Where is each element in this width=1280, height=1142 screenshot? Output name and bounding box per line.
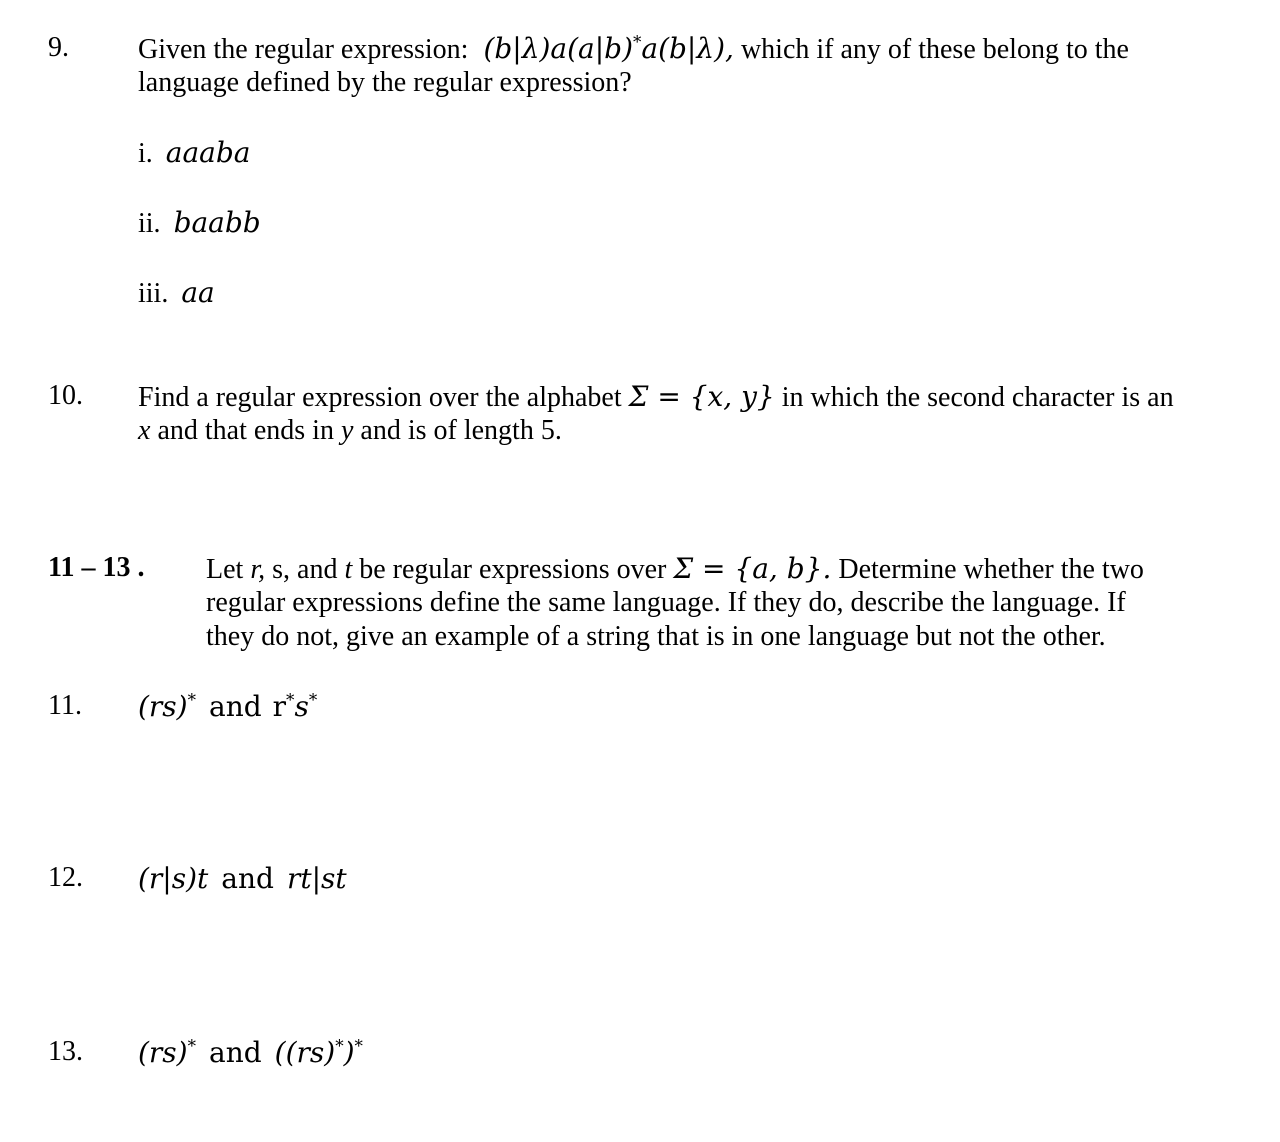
- q13-expression: (rs)* and ((rs)*)*: [138, 1035, 363, 1069]
- q12-expression: (r|s)t and rt|st: [138, 862, 347, 895]
- q11-13-line1: Let r, s, and t be regular expressions over Σ = {a, b}. Determine whether the two: [206, 552, 1144, 585]
- q9-line1: [138, 32, 1129, 67]
- q10-line2: x and that ends in y and is of length 5.: [138, 415, 562, 446]
- q12-number: 12.: [48, 862, 83, 893]
- q10-alphabet: Σ = {x, y}: [628, 380, 775, 413]
- q9-option-iii: iii. aa: [138, 276, 215, 309]
- q9-lead: Given the regular expression:: [138, 34, 469, 65]
- q10-number: 10.: [48, 380, 83, 411]
- q9-number: 9.: [48, 32, 69, 63]
- q9-option-i: i. aaaba: [138, 136, 251, 169]
- q10-line1: Find a regular expression over the alphabet Σ = {x, y} in which the second character is an: [138, 380, 1174, 413]
- q11-13-line2: regular expressions define the same language. If they do, describe the language. If: [206, 587, 1126, 618]
- q9-expression: (b|λ)a(a|b)*a(b|λ),: [483, 31, 734, 65]
- q11-expression: (rs)* and r*s*: [138, 689, 318, 723]
- q11-13-line3: they do not, give an example of a string that is in one language but not the other.: [206, 621, 1106, 652]
- q11-number: 11.: [48, 690, 82, 721]
- q9-trail: which if any of these belong to the: [740, 34, 1129, 65]
- q9-line2: language defined by the regular expression?: [138, 67, 632, 98]
- q9-option-ii: ii. baabb: [138, 206, 261, 239]
- q13-number: 13.: [48, 1036, 83, 1067]
- q11-13-alphabet: Σ = {a, b}.: [673, 552, 832, 585]
- q11-13-number: 11 – 13 .: [48, 552, 145, 583]
